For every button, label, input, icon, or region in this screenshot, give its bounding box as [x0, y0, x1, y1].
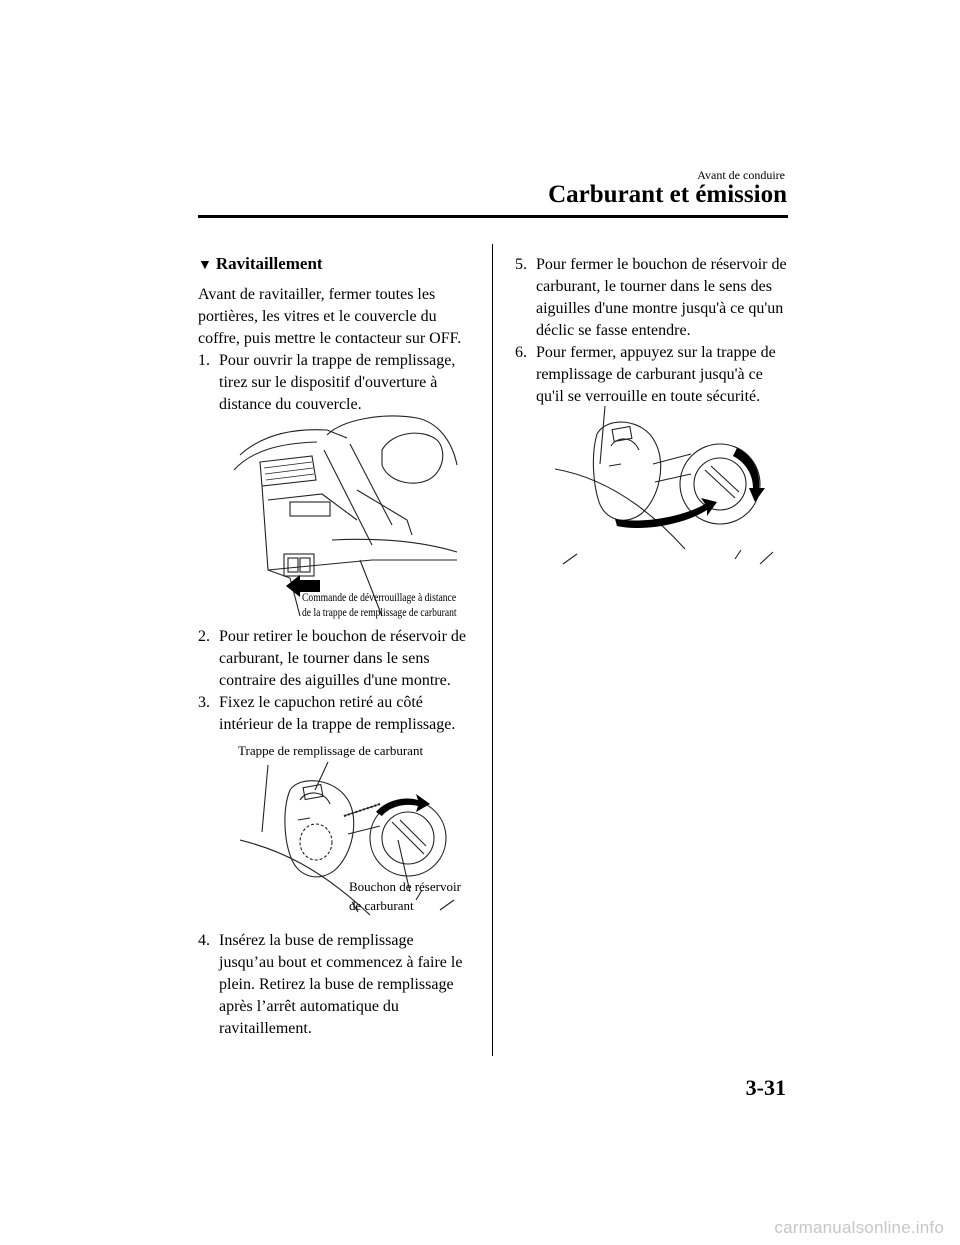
step-number: 5.: [515, 256, 527, 273]
caption-line: Commande de déverrouillage à distance: [302, 590, 457, 604]
step-line: remplissage de carburant jusqu'à ce: [536, 366, 763, 383]
step-5: [515, 254, 795, 342]
step-number: 4.: [198, 932, 210, 949]
intro-line: Avant de ravitailler, fermer toutes les: [198, 286, 436, 303]
intro-paragraph: [198, 284, 461, 350]
step-line: Pour retirer le bouchon de réservoir de: [219, 628, 467, 645]
header-rule: [198, 215, 788, 218]
step-line: ravitaillement.: [219, 1020, 312, 1037]
step-1: [198, 350, 488, 416]
step-number: 6.: [515, 344, 527, 361]
column-divider: [492, 244, 493, 1056]
section-title: Carburant et émission: [548, 181, 787, 208]
caption-line: de carburant: [349, 898, 414, 913]
step-line: Pour fermer le bouchon de réservoir de: [536, 256, 787, 273]
intro-line: portières, les vitres et le couvercle du: [198, 308, 437, 325]
step-line: carburant, le tourner dans le sens des: [536, 278, 772, 295]
step-4: [198, 930, 488, 1040]
intro-line: coffre, puis mettre le contacteur sur OFF.: [198, 330, 462, 347]
step-line: Fixez le capuchon retiré au côté: [219, 694, 423, 711]
page-number: 3-31: [745, 1075, 786, 1100]
watermark: carmanualsonline.info: [774, 1218, 944, 1237]
step-line: déclic se fasse entendre.: [536, 322, 691, 339]
step-6: [515, 342, 795, 408]
step-number: 2.: [198, 628, 210, 645]
step-line: après l’arrêt automatique du: [219, 998, 399, 1015]
caption-line: de la trappe de remplissage de carburant: [302, 605, 457, 619]
step-line: plein. Retirez la buse de remplissage: [219, 976, 454, 993]
section-heading: [198, 254, 323, 274]
chapter-label: Avant de conduire: [697, 168, 785, 182]
step-number: 1.: [198, 352, 210, 369]
step-line: intérieur de la trappe de remplissage.: [219, 716, 456, 733]
figure-fuel-cap-closing: [555, 404, 780, 569]
step-line: aiguilles d'une montre jusqu'à ce qu'un: [536, 300, 784, 317]
section-heading-text: Ravitaillement: [215, 254, 323, 273]
caption-line: Bouchon de réservoir: [349, 879, 461, 894]
step-line: distance du couvercle.: [219, 396, 362, 413]
step-line: Pour fermer, appuyez sur la trappe de: [536, 344, 776, 361]
step-line: Pour ouvrir la trappe de remplissage,: [219, 352, 456, 369]
figure-1-caption: [302, 590, 495, 620]
step-line: tirez sur le dispositif d'ouverture à: [219, 374, 438, 391]
triangle-bullet-icon: ▼: [198, 258, 212, 273]
step-2: [198, 626, 488, 692]
figure-2-caption-top: Trappe de remplissage de carburant: [238, 743, 424, 758]
step-number: 3.: [198, 694, 210, 711]
step-3: [198, 692, 488, 736]
step-line: contraire des aiguilles d'une montre.: [219, 672, 451, 689]
step-line: jusqu’au bout et commencez à faire le: [219, 954, 463, 971]
step-line: qu'il se verrouille en toute sécurité.: [536, 388, 761, 405]
step-line: Insérez la buse de remplissage: [219, 932, 414, 949]
step-line: carburant, le tourner dans le sens: [219, 650, 430, 667]
figure-2-caption-bottom: [349, 877, 461, 915]
